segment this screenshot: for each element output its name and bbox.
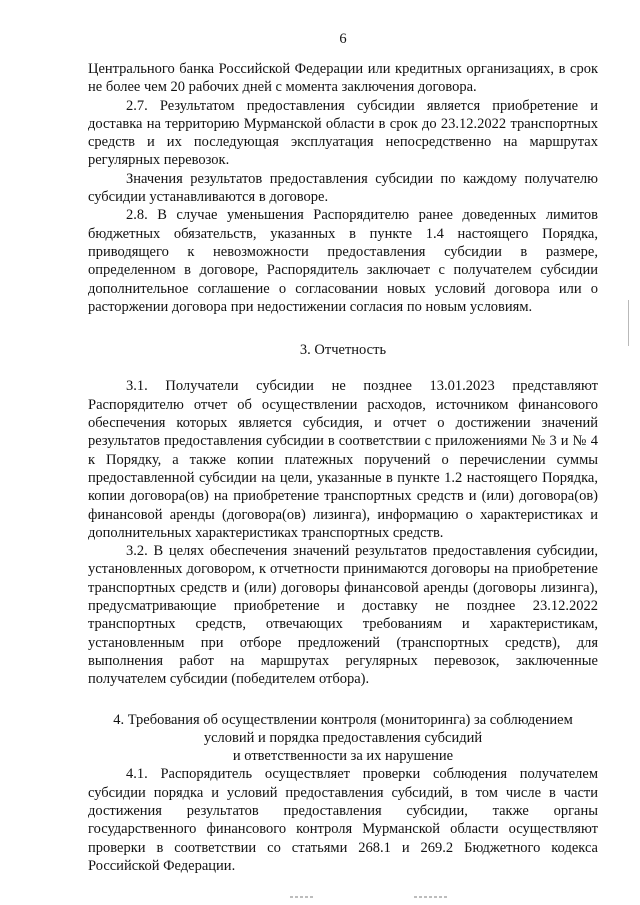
scan-bottom-mark-left — [290, 896, 314, 898]
paragraph-3-2: 3.2. В целях обеспечения значений результатов предоставления субсидии, установленных договором, к отчетности принимаются договоры на приобретение транспортных средств и (или) договоры финансовой аренды (договоры лизинга), предусматривающие приобретение и доставку не позднее 23.12.2022 транспортных средств, отвечающих требованиям и характеристикам, установленным при отборе предложений (транспортных средств), для выполнения работ на маршрутах регулярных перевозок, заключенные получателем субсидии (победителем отбора). — [88, 543, 598, 688]
section-4-heading-line-3: и ответственности за их нарушение — [232, 748, 454, 765]
section-3-heading: 3. Отчетность — [299, 342, 387, 359]
paragraph-3-1: 3.1. Получатели субсидии не позднее 13.01.2023 представляют Распорядителю отчет об осуществлении расходов, источником финансового обеспечения которых является субсидия, и отчет о достижении значений результатов предоставления субсидии в соответствии с приложениями № 3 и № 4 к Порядку, а также копии платежных поручений о перечислении суммы предоставленной субсидии на цели, указанные в пункте 1.2 настоящего Порядка, копии договора(ов) на приобретение транспортных средств и (или) договора(ов) финансовой аренды (договора(ов) лизинга), информацию о характеристиках и дополнительных характеристиках транспортных средств. — [88, 378, 598, 541]
paragraph-2-8: 2.8. В случае уменьшения Распорядителю ранее доведенных лимитов бюджетных обязательств, указанных в пункте 1.4 настоящего Порядка, приводящего к невозможности предоставления субсидии в размере, определенном в договоре, Распорядитель заключает с получателем субсидии дополнительное соглашение о согласовании новых условий договора или о расторжении договора при недостижении согласия по новым условиям. — [88, 207, 598, 315]
paragraph-2-7: 2.7. Результатом предоставления субсидии является приобретение и доставка на территорию Мурманской области в срок до 23.12.2022 транспортных средств и их последующая эксплуатация непосредственно на маршрутах регулярных перевозок. — [88, 97, 598, 169]
paragraph-4-1: 4.1. Распорядитель осуществляет проверки соблюдения получателем субсидии порядка и условий предоставления субсидий, в том числе в части достижения результатов предоставления субсидии, также органы государственного финансового контроля Мурманской области осуществляют проверки в соответствии со статьями 268.1 и 269.2 Бюджетного кодекса Российской Федерации. — [88, 766, 598, 874]
section-4-heading-line-1: 4. Требования об осуществлении контроля (мониторинга) за соблюдением — [113, 711, 573, 728]
document-page — [88, 30, 598, 875]
paragraph-continuation: Центрального банка Российской Федерации или кредитных организациях, в срок не более чем 20 рабочих дней с момента заключения договора. — [88, 61, 598, 96]
scan-bottom-mark-right — [414, 896, 448, 898]
page-number: 6 — [339, 31, 347, 47]
scan-edge-mark — [628, 300, 629, 346]
paragraph-2-7-results: Значения результатов предоставления субсидии по каждому получателю субсидии устанавливаются в договоре. — [88, 170, 598, 206]
section-4-heading-line-2: условий и порядка предоставления субсидий — [203, 729, 483, 746]
